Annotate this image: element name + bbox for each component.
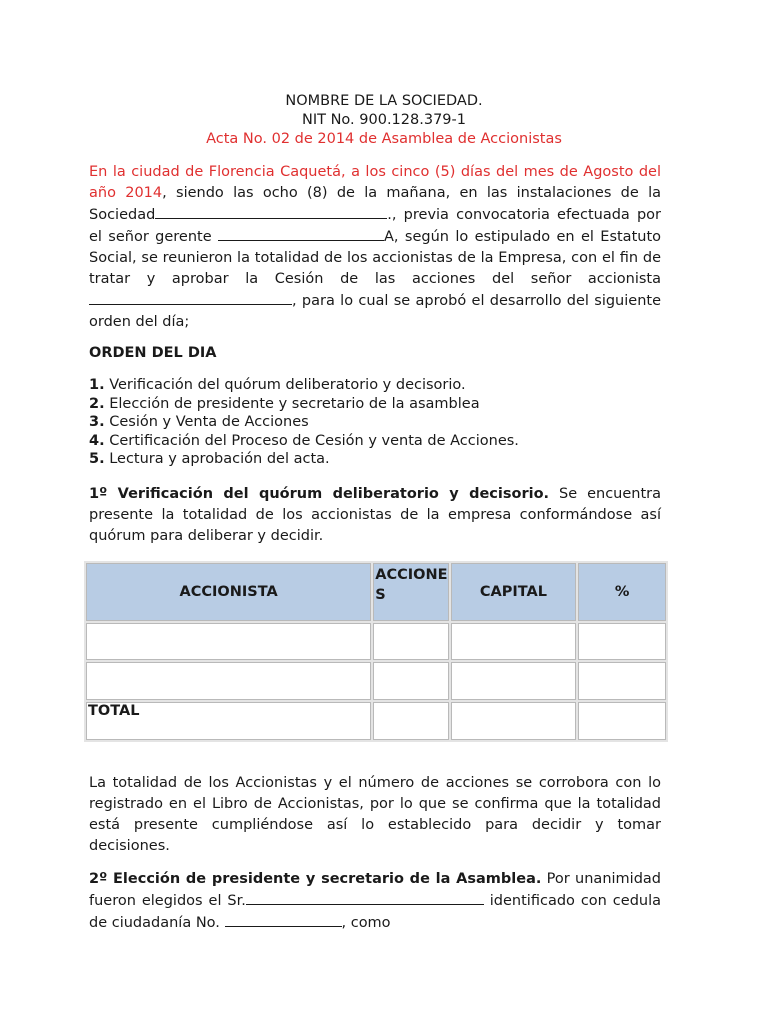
section-1-text: Se encuentra presente la totalidad de los accionistas de la empresa conformándose así quórum para deliberar y decidir.	[89, 486, 661, 544]
orden-title: ORDEN DEL DIA	[89, 345, 217, 361]
table-row	[86, 662, 666, 699]
table-cell[interactable]	[451, 623, 577, 660]
table-cell[interactable]	[373, 623, 448, 660]
company-name: NOMBRE DE LA SOCIEDAD.	[285, 93, 483, 109]
list-item: 2. Elección de presidente y secretario de la asamblea	[89, 395, 480, 412]
document-header	[0, 92, 768, 149]
presidente-blank	[246, 890, 484, 905]
list-item: 1. Verificación del quórum deliberatorio y decisorio.	[89, 377, 466, 393]
intro-text-3: A, según lo estipulado en el Estatuto Social, se reunieron la totalidad de los accionistas de la Empresa, con el fin de tratar y aprobar la Cesión de las acciones del señor accionista	[89, 229, 661, 287]
intro-text-4: , para lo cual se aprobó el desarrollo del siguiente orden del día;	[89, 293, 661, 330]
intro-text-1: , siendo las ocho (8) de la mañana, en las instalaciones de la Sociedad	[89, 185, 661, 223]
sociedad-blank	[155, 204, 387, 219]
header-capital: CAPITAL	[451, 563, 577, 621]
table-row	[86, 623, 666, 660]
section-2-text-3: , como	[341, 915, 391, 931]
intro-text-2: ., previa convocatoria efectuada por el señor gerente	[89, 207, 661, 245]
header-acciones: ACCIONE S	[373, 563, 448, 621]
section-1-heading: 1º Verificación del quórum deliberatorio y decisorio.	[89, 486, 550, 502]
table-cell[interactable]	[86, 623, 371, 660]
nit-number: NIT No. 900.128.379-1	[302, 112, 466, 128]
list-item: 3. Cesión y Venta de Acciones	[89, 414, 309, 430]
table-cell[interactable]	[578, 662, 666, 699]
table-cell[interactable]	[451, 662, 577, 699]
intro-paragraph	[89, 162, 661, 333]
table-header-row	[86, 563, 666, 621]
table-cell[interactable]	[578, 702, 666, 740]
table-cell[interactable]	[373, 662, 448, 699]
table-cell[interactable]	[373, 702, 448, 740]
section-2-heading: 2º Elección de presidente y secretario de la Asamblea.	[89, 871, 542, 887]
list-item: 5. Lectura y aprobación del acta.	[89, 451, 330, 467]
accionistas-table	[84, 561, 668, 742]
list-item: 4. Certificación del Proceso de Cesión y venta de Acciones.	[89, 432, 519, 449]
acta-title: Acta No. 02 de 2014 de Asamblea de Accionistas	[206, 131, 562, 147]
intro-red-text: En la ciudad de Florencia Caquetá, a los cinco (5) días del mes de Agosto del año 2014	[89, 164, 661, 201]
table-cell[interactable]	[451, 702, 577, 740]
gerente-blank	[218, 226, 384, 241]
table-cell[interactable]	[578, 623, 666, 660]
total-label: TOTAL	[86, 702, 371, 740]
section-2-text-2: identificado con cedula de ciudadanía No.	[89, 893, 661, 931]
table-cell[interactable]	[86, 662, 371, 699]
header-percent: %	[578, 563, 666, 621]
header-accionista: ACCIONISTA	[86, 563, 371, 621]
section-2-text-1: Por unanimidad fueron elegidos el Sr.	[89, 871, 661, 909]
section-1-paragraph	[89, 484, 661, 547]
table-total-row	[86, 702, 666, 740]
cedula-blank	[225, 912, 342, 927]
section-2-paragraph	[89, 869, 661, 934]
orden-list	[89, 376, 661, 469]
confirmation-paragraph: La totalidad de los Accionistas y el número de acciones se corrobora con lo registrado en el Libro de Accionistas, por lo que se confirma que la totalidad está presente cumpliéndose así lo establecido para decidir y tomar decisiones.	[89, 775, 661, 854]
accionista-blank	[89, 290, 292, 305]
